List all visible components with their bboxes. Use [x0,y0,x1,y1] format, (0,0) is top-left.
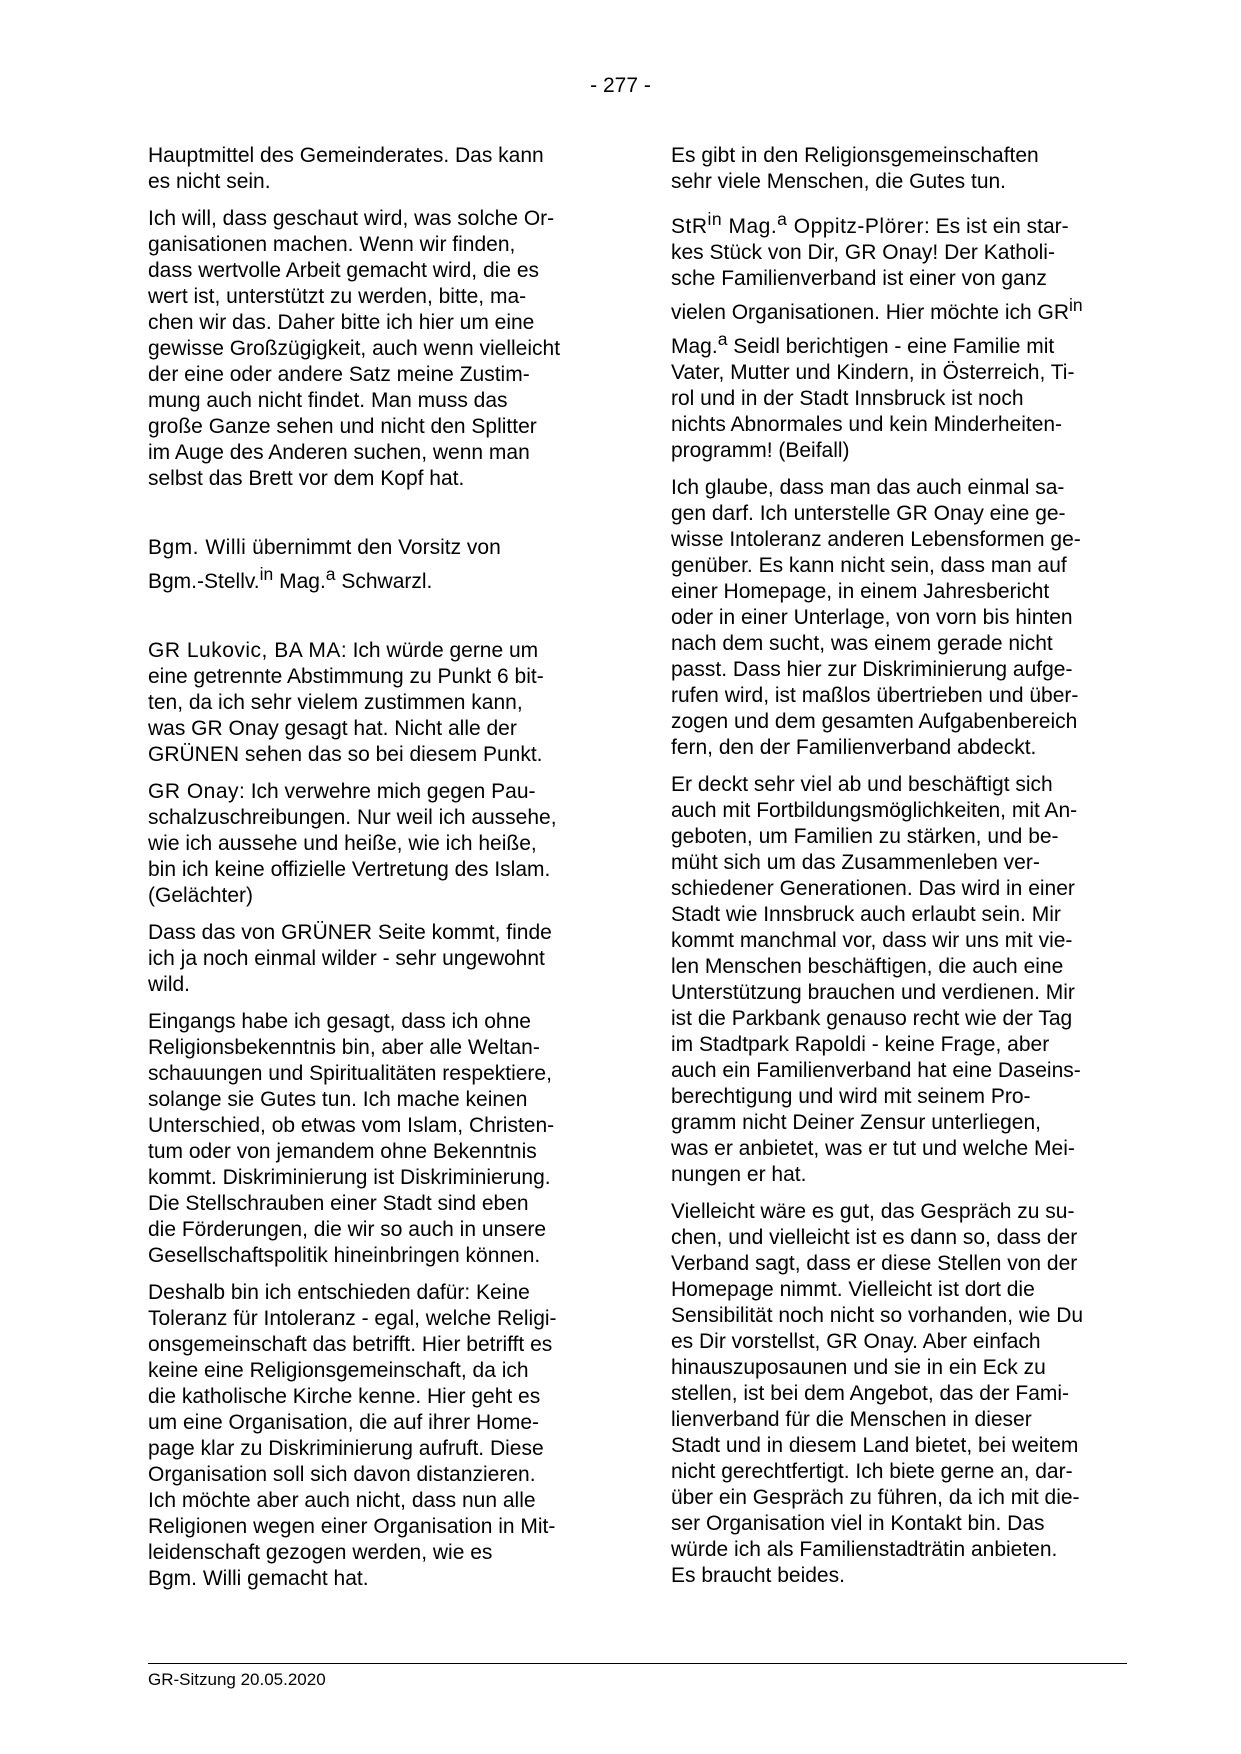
speech-lukovic: GR Lukovic, BA MA: Ich würde gerne um eine getrennte Abstimmung zu Punkt 6 bit- ten, da ich sehr vielem zustimmen kann, was GR Onay gesagt hat. Nicht alle der GRÜNEN sehen das so bei diesem Punkt. [148,639,544,766]
paragraph: Deshalb bin ich entschieden dafür: Keine Toleranz für Intoleranz - egal, welche Religi- onsgemeinschaft das betrifft. Hier betrifft es keine eine Religionsgemeinschaft, da ich die katholische Kirche kenne. Hier geht es um eine Organisation, die auf ihrer Home- page klar zu Diskriminierung aufruft. Diese Organisation soll sich davon distanzieren. Ich möchte aber auch nicht, dass nun alle Religionen wegen einer Organisation in Mit- leidenschaft gezogen werden, wie es Bgm. Willi gemacht hat. [148,1281,557,1590]
paragraph: Vielleicht wäre es gut, das Gespräch zu su- chen, und vielleicht ist es dann so, dass der Verband sagt, dass er diese Stellen von der Homepage nimmt. Vielleicht ist dort die Sensibilität noch nicht so vorhanden, wie Du es Dir vorstellst, GR Onay. Aber einfach hinauszuposaunen und sie in ein Eck zu stellen, ist bei dem Angebot, das der Fami- lienverband für die Menschen in dieser Stadt und in diesem Land bietet, bei weitem nicht gerechtfertigt. Ich biete gerne an, dar- über ein Gespräch zu führen, da ich mit die- ser Organisation viel in Kontakt bin. Das würde ich als Familienstadträtin anbieten. Es braucht beides. [671,1200,1084,1587]
footer-divider [148,1663,1127,1664]
chair-change-note: Bgm. Willi übernimmt den Vorsitz von Bgm.-Stellv.$^{in}$ Mag.$^a$ Schwarzl. [148,536,501,593]
speech-onay: GR Onay: Ich verwehre mich gegen Pau- schalzuschreibungen. Nur weil ich aussehe, wie ich aussehe und heiße, wie ich heiße, bin ich keine offizielle Vertretung des Islam. (Gelächter) [148,780,557,907]
page-number: - 277 - [590,74,651,97]
right-column [671,143,1126,1600]
paragraph: Dass das von GRÜNER Seite kommt, finde ich ja noch einmal wilder - sehr ungewohnt wild. [148,921,552,996]
paragraph: Ich will, dass geschaut wird, was solche Or- ganisationen machen. Wenn wir finden, dass wertvolle Arbeit gemacht wird, die es wert ist, unterstützt zu werden, bitte, ma- chen wir das. Daher bitte ich hier um eine gewisse Großzügigkeit, auch wenn vielleicht der eine oder andere Satz meine Zustim- mung auch nicht findet. Man muss das große Ganze sehen und nicht den Splitter im Auge des Anderen suchen, wenn man selbst das Brett vor dem Kopf hat. [148,207,561,490]
speaker-name: GR Lukovic, BA MA [148,639,341,662]
paragraph: Hauptmittel des Gemeinderates. Das kann es nicht sein. [148,144,544,193]
speaker-name: GR Onay [148,780,240,803]
speaker-name: StR$^{in}$ Mag.$^a$ Oppitz-Plörer [671,209,924,238]
left-column [148,143,603,1603]
paragraph: Eingangs habe ich gesagt, dass ich ohne Religionsbekenntnis bin, aber alle Weltan- schauungen und Spiritualitäten respektiere, solange sie Gutes tun. Ich mache keinen Unterschied, ob etwas vom Islam, Christen- tum oder von jemandem ohne Bekenntnis kommt. Diskriminierung ist Diskriminierung. Die Stellschrauben einer Stadt sind eben die Förderungen, die wir so auch in unsere Gesellschaftspolitik hineinbringen können. [148,1010,555,1267]
speaker-name: Bgm. Willi [148,536,247,559]
paragraph: Er deckt sehr viel ab und beschäftigt sich auch mit Fortbildungsmöglichkeiten, mit An- geboten, um Familien zu stärken, und be- müht sich um das Zusammenleben ver- schiedener Generationen. Das wird in einer Stadt wie Innsbruck auch erlaubt sein. Mir kommt manchmal vor, dass wir uns mit vie- len Menschen beschäftigen, die auch eine Unterstützung brauchen und verdienen. Mir ist die Parkbank genauso recht wie der Tag im Stadtpark Rapoldi - keine Frage, aber auch ein Familienverband hat eine Daseins- berechtigung und wird mit seinem Pro- gramm nicht Deiner Zensur unterliegen, was er anbietet, was er tut und welche Mei- nungen er hat. [671,773,1081,1186]
paragraph: Es gibt in den Religionsgemeinschaften sehr viele Menschen, die Gutes tun. [671,144,1039,193]
footer-session-date: GR-Sitzung 20.05.2020 [148,1670,326,1689]
paragraph: Ich glaube, dass man das auch einmal sa- gen darf. Ich unterstelle GR Onay eine ge- wisse Intoleranz anderen Lebensformen ge- genüber. Es kann nicht sein, dass man auf einer Homepage, in einem Jahresbericht oder in einer Unterlage, von vorn bis hinten nach dem sucht, was einem gerade nicht passt. Dass hier zur Diskriminierung aufge- rufen wird, ist maßlos übertrieben und über- zogen und dem gesamten Aufgabenbereich fern, den der Familienverband abdeckt. [671,476,1081,759]
speech-oppitz-ploerer: StR$^{in}$ Mag.$^a$ Oppitz-Plörer: Es ist ein star- kes Stück von Dir, GR Onay! Der Katholi- sche Familienverband ist einer von ganz vielen Organisationen. Hier möchte ich $GR^{in}$ Mag.$^a$ Seidl berichtigen - eine Familie mit Vater, Mutter und Kindern, in Österreich, Ti- rol und in der Stadt Innsbruck ist noch nichts Abnormales und kein Minderheiten- programm! (Beifall) [671,209,1083,462]
